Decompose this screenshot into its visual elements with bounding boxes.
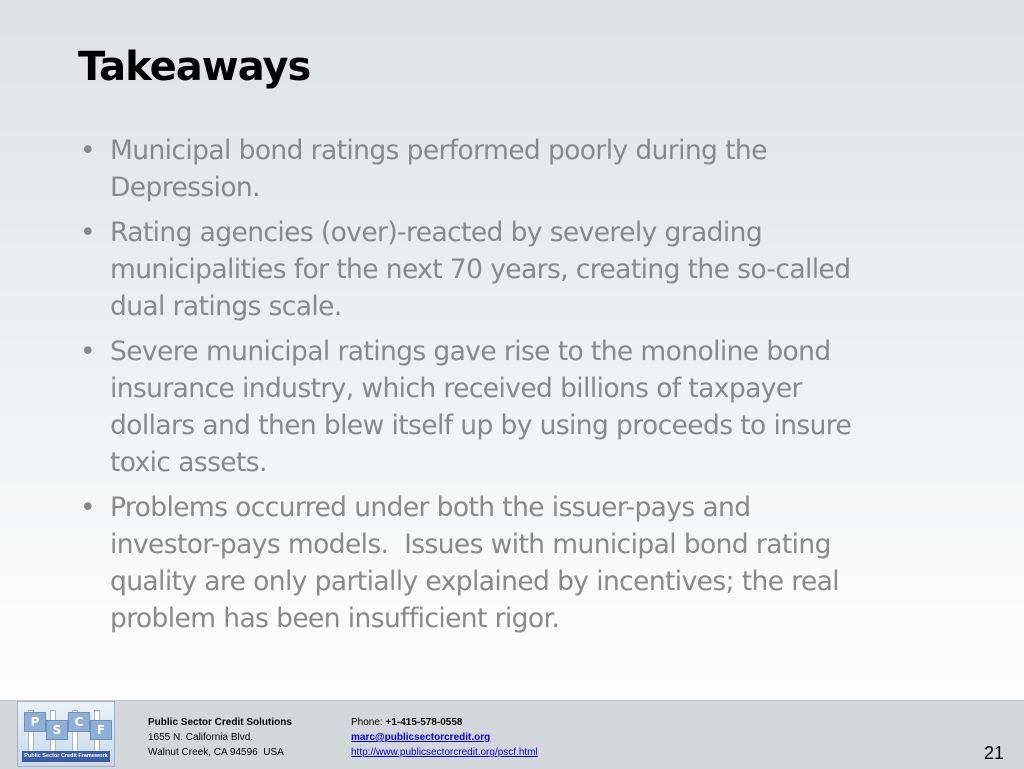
email-link[interactable]: marc@publicsectorcredit.org	[351, 732, 491, 743]
phone-number: +1-415-578-0558	[385, 717, 463, 728]
bullet-dot-icon: •	[80, 336, 96, 367]
phone-line	[351, 715, 538, 730]
company-name: Public Sector Credit Solutions	[148, 717, 292, 728]
bullet-line: Rating agencies (over)-reacted by severely grading	[110, 217, 763, 248]
bullet-item	[78, 214, 958, 325]
pscf-logo	[17, 701, 115, 767]
logo-letter-p: P	[24, 712, 46, 732]
bullet-line: Problems occurred under both the issuer-pays and	[110, 492, 751, 523]
bullet-item	[78, 333, 958, 481]
slide-title: Takeaways	[78, 44, 311, 90]
bullet-line: Severe municipal ratings gave rise to the monoline bond	[110, 336, 831, 367]
street-address: 1655 N. California Blvd.	[148, 732, 254, 743]
logo-letter-f: F	[90, 720, 112, 740]
page-number: 21	[983, 743, 1004, 763]
contact-info	[351, 715, 538, 760]
bullet-line: dollars and then blew itself up by using proceeds to insure	[110, 410, 852, 441]
logo-letter-c: C	[68, 712, 90, 732]
bullet-list	[78, 132, 958, 645]
bullet-line: toxic assets.	[110, 447, 267, 478]
bullet-line: problem has been insufficient rigor.	[110, 603, 560, 634]
website-link[interactable]: http://www.publicsectorcredit.org/pscf.html	[351, 747, 538, 758]
company-address	[148, 715, 292, 760]
bullet-line: municipalities for the next 70 years, creating the so-called	[110, 254, 851, 285]
bullet-dot-icon: •	[80, 135, 96, 166]
bullet-line: Municipal bond ratings performed poorly during the	[110, 135, 767, 166]
bullet-item	[78, 489, 958, 637]
bullet-item	[78, 132, 958, 206]
footer	[0, 700, 1024, 769]
bullet-line: quality are only partially explained by incentives; the real	[110, 566, 840, 597]
bullet-line: insurance industry, which received billions of taxpayer	[110, 373, 802, 404]
url-line	[351, 745, 538, 760]
bullet-line: investor-pays models. Issues with municipal bond rating	[110, 529, 831, 560]
city-address: Walnut Creek, CA 94596 USA	[148, 747, 284, 758]
bullet-dot-icon: •	[80, 492, 96, 523]
bullet-dot-icon: •	[80, 217, 96, 248]
logo-letter-s: S	[46, 720, 68, 740]
bullet-line: dual ratings scale.	[110, 291, 342, 322]
logo-banner: Public Sector Credit Framework	[22, 751, 110, 762]
email-line	[351, 730, 538, 745]
phone-label: Phone:	[351, 717, 386, 728]
bullet-line: Depression.	[110, 172, 260, 203]
